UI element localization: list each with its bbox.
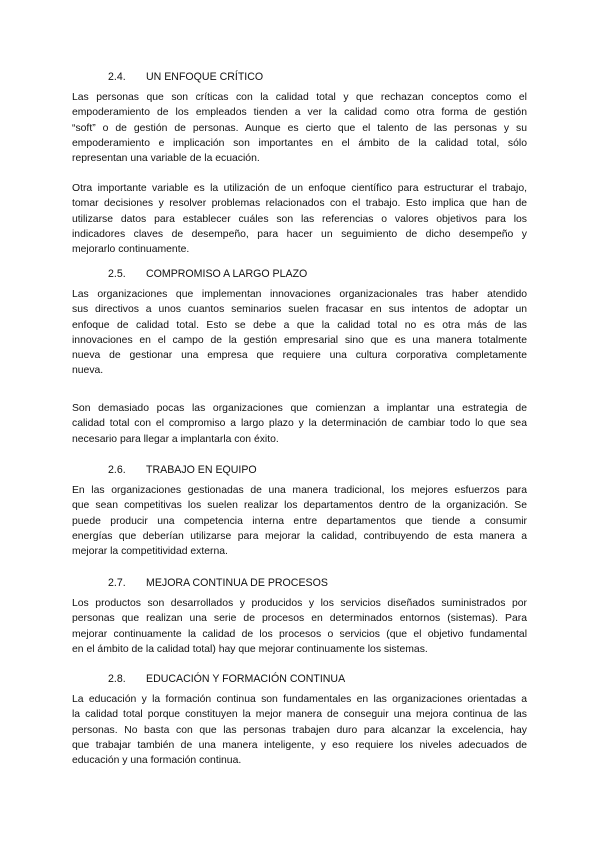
text-line: sus directivos a unos cuantos seminarios suelen fracasar en sus intentos de adoptar un <box>72 304 527 316</box>
text-line: mejorar continuamente la calidad de los procesos o servicios (que el objetivo fundamental <box>72 628 527 640</box>
text-line: puede producir una competencia interna entre departamentos que tiende a consumir <box>72 515 527 527</box>
text-line: indicadores claves de desempeño, para hacer un seguimiento de dicho desempeño y <box>72 228 527 240</box>
text-line: que trabajar también de una manera inteligente, y eso requiere los niveles adecuados de <box>72 739 527 751</box>
text-line: Las organizaciones que implementan innovaciones organizacionales tras haber atendido <box>72 289 527 300</box>
section-title: TRABAJO EN EQUIPO <box>146 464 257 476</box>
section-2-4-continued <box>72 181 527 257</box>
text-line: utilizarse datos para establecer cuáles son las referencias o valores objetivos para los <box>72 213 527 225</box>
paragraph <box>72 181 527 257</box>
text-line: personas que realizan una serie de procesos en determinados entornos (sistemas). Para <box>72 613 527 625</box>
text-line: representan una variable de la ecuación. <box>72 153 260 165</box>
section-2-8 <box>72 672 527 768</box>
text-line: nueva de gestionar una empresa que requiere una cultura corporativa completamente <box>72 350 527 362</box>
section-heading <box>72 70 527 85</box>
paragraph <box>72 483 527 559</box>
paragraph <box>72 287 527 379</box>
section-number: 2.4. <box>108 71 126 83</box>
text-line: mejorar la competitividad externa. <box>72 546 228 558</box>
section-2-5-continued <box>72 401 527 447</box>
paragraph <box>72 692 527 768</box>
section-title: COMPROMISO A LARGO PLAZO <box>146 268 308 280</box>
section-2-6 <box>72 463 527 559</box>
text-line: enfoque de calidad total. Esto se debe a que la calidad total no es otra más de las <box>72 319 527 331</box>
text-line: tomar decisiones y resolver problemas relacionados con el trabajo. Esto implica que han de <box>72 198 527 210</box>
section-number: 2.6. <box>108 464 126 476</box>
text-line: calidad total con el compromiso a largo plazo y la determinación de cambiar todo lo que sea <box>72 418 527 430</box>
text-line: nueva. <box>72 365 104 377</box>
text-line: En las organizaciones gestionadas de una manera tradicional, los mejores esfuerzos para <box>72 485 527 496</box>
text-line: Las personas que son críticas con la calidad total y que rechazan conceptos como el <box>72 92 527 103</box>
section-title: UN ENFOQUE CRÍTICO <box>146 71 264 83</box>
section-number: 2.7. <box>108 577 126 589</box>
section-heading <box>72 672 527 687</box>
text-line: educación y una formación continua. <box>72 755 242 767</box>
text-line: “soft” o de gestión de personas. Aunque es cierto que el talento de las personas y su <box>72 122 527 134</box>
section-number: 2.8. <box>108 673 126 685</box>
section-number: 2.5. <box>108 268 126 280</box>
text-line: Otra importante variable es la utilización de un enfoque científico para estructurar el trabajo, <box>72 183 527 194</box>
section-title: MEJORA CONTINUA DE PROCESOS <box>146 577 328 589</box>
section-heading <box>72 267 527 282</box>
text-line: mejorarlo continuamente. <box>72 244 190 256</box>
text-line: La educación y la formación continua son fundamentales en las organizaciones orientadas a <box>72 694 527 705</box>
text-line: empoderamiento e implicación son importantes en el ámbito de la calidad total, sólo <box>72 137 527 149</box>
section-heading <box>72 576 527 591</box>
text-line: personas. No basta con que las personas trabajen duro para alcanzar la excelencia, hay <box>72 724 527 736</box>
section-2-4 <box>72 70 527 166</box>
text-line: Son demasiado pocas las organizaciones que comienzan a implantar una estrategia de <box>72 403 527 414</box>
text-line: Los productos son desarrollados y producidos y los servicios diseñados suministrados por <box>72 598 527 609</box>
text-line: necesario para llegar a implantarla con éxito. <box>72 433 279 445</box>
text-line: empoderamiento de los empleados tienden a ver la calidad como otra forma de gestión <box>72 107 527 119</box>
section-title: EDUCACIÓN Y FORMACIÓN CONTINUA <box>146 673 346 685</box>
text-line: la calidad total porque constituyen la mejor manera de conseguir una mejora continua de las <box>72 709 527 721</box>
text-line: que sean competitivas los suelen realizar los departamentos dentro de la organización. Se <box>72 500 527 512</box>
paragraph <box>72 90 527 166</box>
text-line: innovaciones en el campo de la gestión empresarial sino que es una manera totalmente <box>72 334 527 346</box>
section-heading <box>72 463 527 478</box>
text-line: energías que deberían utilizarse para mejorar la calidad, contribuyendo de esta manera a <box>72 530 527 542</box>
text-line: en el ámbito de la calidad total) hay que mejorar continuamente los sistemas. <box>72 643 428 655</box>
paragraph <box>72 596 527 657</box>
paragraph <box>72 401 527 447</box>
section-2-7 <box>72 576 527 657</box>
section-2-5 <box>72 267 527 379</box>
